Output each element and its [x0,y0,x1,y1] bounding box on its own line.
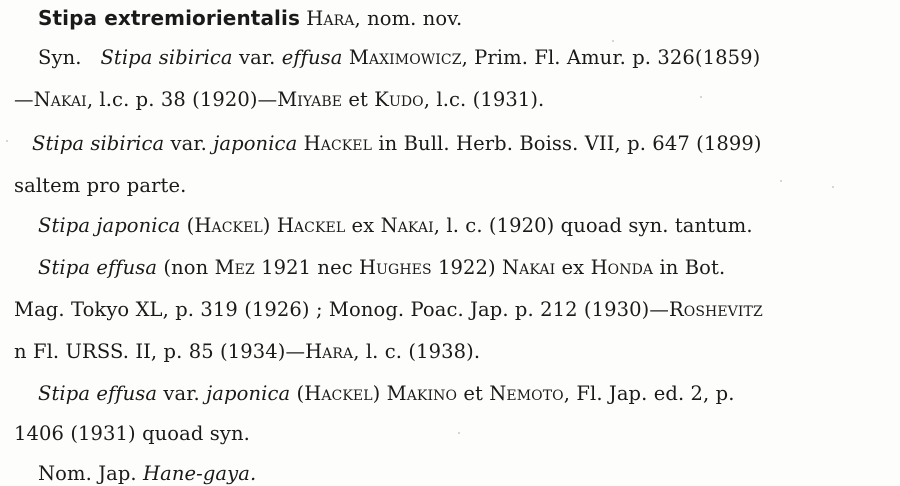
scan-speck [612,40,614,42]
synonym-author: Nakai [502,256,556,279]
synonym-4-line-3 [14,340,900,364]
synonym-author: Hackel [194,214,263,237]
scan-speck [458,432,460,434]
synonym-continuation: , l. c. (1938). [353,340,481,363]
synonym-year: 1922) [431,256,502,279]
synonym-author: Nakai [380,214,434,237]
synonym-name: Stipa effusa [38,256,158,279]
synonym-continuation: Mag. Tokyo XL, p. 319 (1926) ; Monog. Poac. Jap. p. 212 (1930)— [14,298,669,321]
synonym-paren-open: ( [290,382,305,405]
synonym-paren-close: ) [262,214,277,237]
synonym-author: Nemoto [489,382,564,405]
synonym-citation: in Bull. Herb. Boiss. VII, p. 647 (1899) [372,132,762,155]
synonym-author: Maximowicz [348,46,462,69]
synonym-4-line-2 [14,298,900,322]
synonym-4-line-1 [38,256,900,280]
synonym-year: 1921 nec [254,256,360,279]
synonym-author: Honda [590,256,654,279]
scan-speck [832,186,834,188]
scan-speck [6,140,8,142]
synonym-author: Makino [386,382,458,405]
japanese-name-line [38,462,900,486]
synonym-conjunction: et [457,382,490,405]
synonym-rank: var. [163,382,200,405]
synonym-1-line-2 [14,88,900,112]
synonym-epithet: japonica [213,132,298,155]
synonym-1-line-1 [38,46,900,70]
synonym-citation: in Bot. [653,256,726,279]
synonym-citation: , l. c. (1920) quoad syn. tantum. [433,214,753,237]
synonym-author: Miyabe [277,88,343,111]
synonym-paren-close: ) [372,382,387,405]
synonym-prefix: Syn. [38,46,82,69]
synonym-non: (non [157,256,215,279]
synonym-name: Stipa japonica [38,214,181,237]
synonym-3-line-1 [38,214,900,238]
synonym-paren-open: ( [180,214,195,237]
scan-speck [780,180,782,182]
synonym-conjunction: ex [555,256,591,279]
synonym-name: Stipa effusa [38,382,158,405]
synonym-5-line-1 [38,382,900,406]
entry-heading [38,6,900,31]
scan-speck [700,96,702,98]
synonym-citation: , Prim. Fl. Amur. p. 326(1859) [461,46,761,69]
synonym-author: Roshevitz [668,298,763,321]
japanese-name: Hane-gaya. [143,462,257,485]
synonym-continuation: n Fl. URSS. II, p. 85 (1934)— [14,340,306,363]
synonym-2-line-2 [14,174,900,198]
synonym-author: Hackel [303,132,373,155]
synonym-conjunction: et [342,88,375,111]
synonym-author: Kudo [374,88,424,111]
synonym-conjunction: ex [345,214,381,237]
synonym-2-line-1 [32,132,900,156]
synonym-dash: — [14,88,34,111]
synonym-continuation: 1406 (1931) quoad syn. [14,422,250,445]
synonym-author: Mez [214,256,255,279]
synonym-name: Stipa sibirica [100,46,233,69]
synonym-name: Stipa sibirica [32,132,165,155]
synonym-author: Nakai [33,88,87,111]
synonym-citation: , l.c. p. 38 (1920)— [86,88,278,111]
nomenclature-status: , nom. nov. [354,7,463,30]
synonym-rank: var. [170,132,207,155]
japanese-name-prefix: Nom. Jap. [38,462,144,485]
synonym-rank: var. [238,46,276,69]
synonym-epithet: effusa [281,46,343,69]
synonym-continuation: saltem pro parte. [14,174,187,197]
synonym-author: Hackel [304,382,373,405]
species-name: Stipa extremiorientalis [38,6,300,30]
synonym-citation: , l.c. (1931). [423,88,545,111]
synonym-5-line-2 [14,422,900,446]
synonym-author: Hara [305,340,354,363]
synonym-citation: , Fl. Jap. ed. 2, p. [563,382,735,405]
synonym-author: Hackel [276,214,346,237]
synonym-epithet: japonica [206,382,291,405]
species-author: Hara [306,7,355,30]
synonym-author: Hughes [359,256,432,279]
